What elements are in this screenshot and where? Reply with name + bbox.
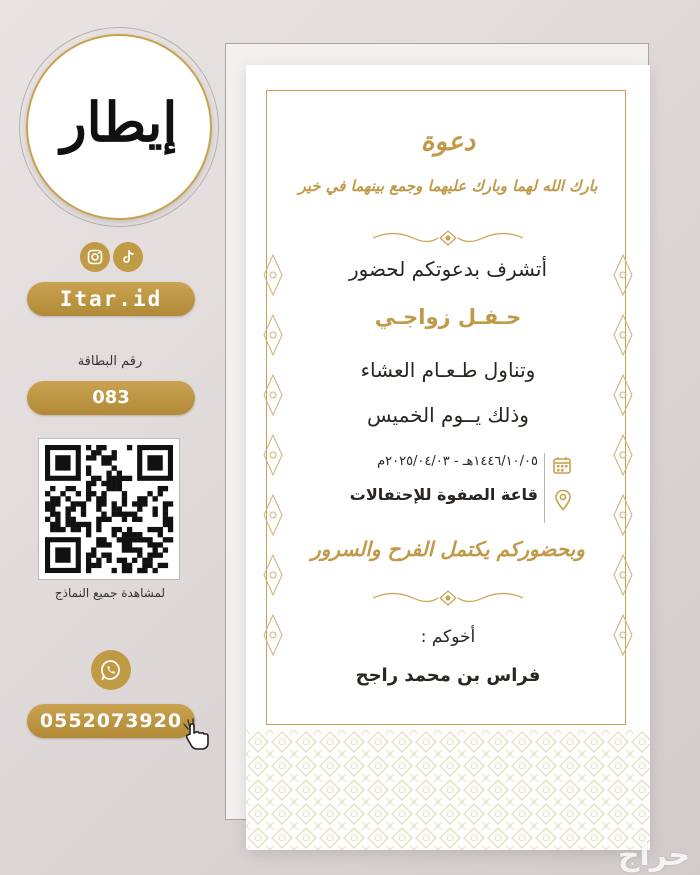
phone-number-button[interactable]: 0552073920: [27, 704, 195, 738]
brand-handle-button[interactable]: Itar.id: [27, 282, 195, 316]
whatsapp-icon[interactable]: [91, 650, 131, 690]
qr-caption: لمشاهدة جميع النماذج: [54, 586, 166, 600]
invitation-title: دعوة: [420, 127, 476, 157]
card-number-badge: 083: [27, 381, 195, 415]
invitation-line-4: وذلك يــوم الخميس: [367, 403, 529, 427]
event-venue: قاعة الصفوة للإحتفالات: [349, 485, 538, 504]
location-pin-icon: [554, 489, 572, 511]
qr-code[interactable]: [38, 438, 180, 580]
haraj-watermark: حراج: [617, 838, 690, 873]
brand-logo-circle: [26, 34, 212, 220]
info-divider: [544, 453, 545, 523]
top-divider-ornament: [368, 227, 528, 249]
invitation-line-1: أتشرف بدعوتكم لحضور: [348, 257, 548, 281]
instagram-icon[interactable]: [80, 242, 110, 272]
left-ornament-pattern: [260, 245, 286, 665]
host-name: فراس بن محمد راجح: [355, 665, 541, 686]
bottom-geometric-pattern: [246, 730, 650, 850]
qr-code-image: [39, 439, 179, 579]
pointer-hand-icon: [178, 716, 216, 752]
invitation-card: [246, 65, 650, 850]
right-ornament-pattern: [610, 245, 636, 665]
bottom-divider-ornament: [368, 587, 528, 609]
invitation-line-3: وتناول طـعـام العشاء: [360, 358, 536, 382]
invitation-verse: بارك الله لهما وبارك عليهما وجمع بينهما في خير: [298, 177, 598, 195]
event-date: ١٤٤٦/١٠/٠٥هـ - ٢٠٢٥/٠٤/٠٣م: [377, 454, 538, 469]
host-label: أخوكم :: [420, 627, 476, 647]
calendar-icon: [552, 455, 572, 475]
brand-logo-text: إيطار: [60, 90, 178, 154]
tiktok-icon[interactable]: [113, 242, 143, 272]
invitation-line-2: حـفـل زواجـي: [374, 305, 522, 329]
invitation-blessing: وبحضوركم يكتمل الفرح والسرور: [311, 537, 585, 561]
card-number-label: رقم البطاقة: [77, 354, 143, 369]
